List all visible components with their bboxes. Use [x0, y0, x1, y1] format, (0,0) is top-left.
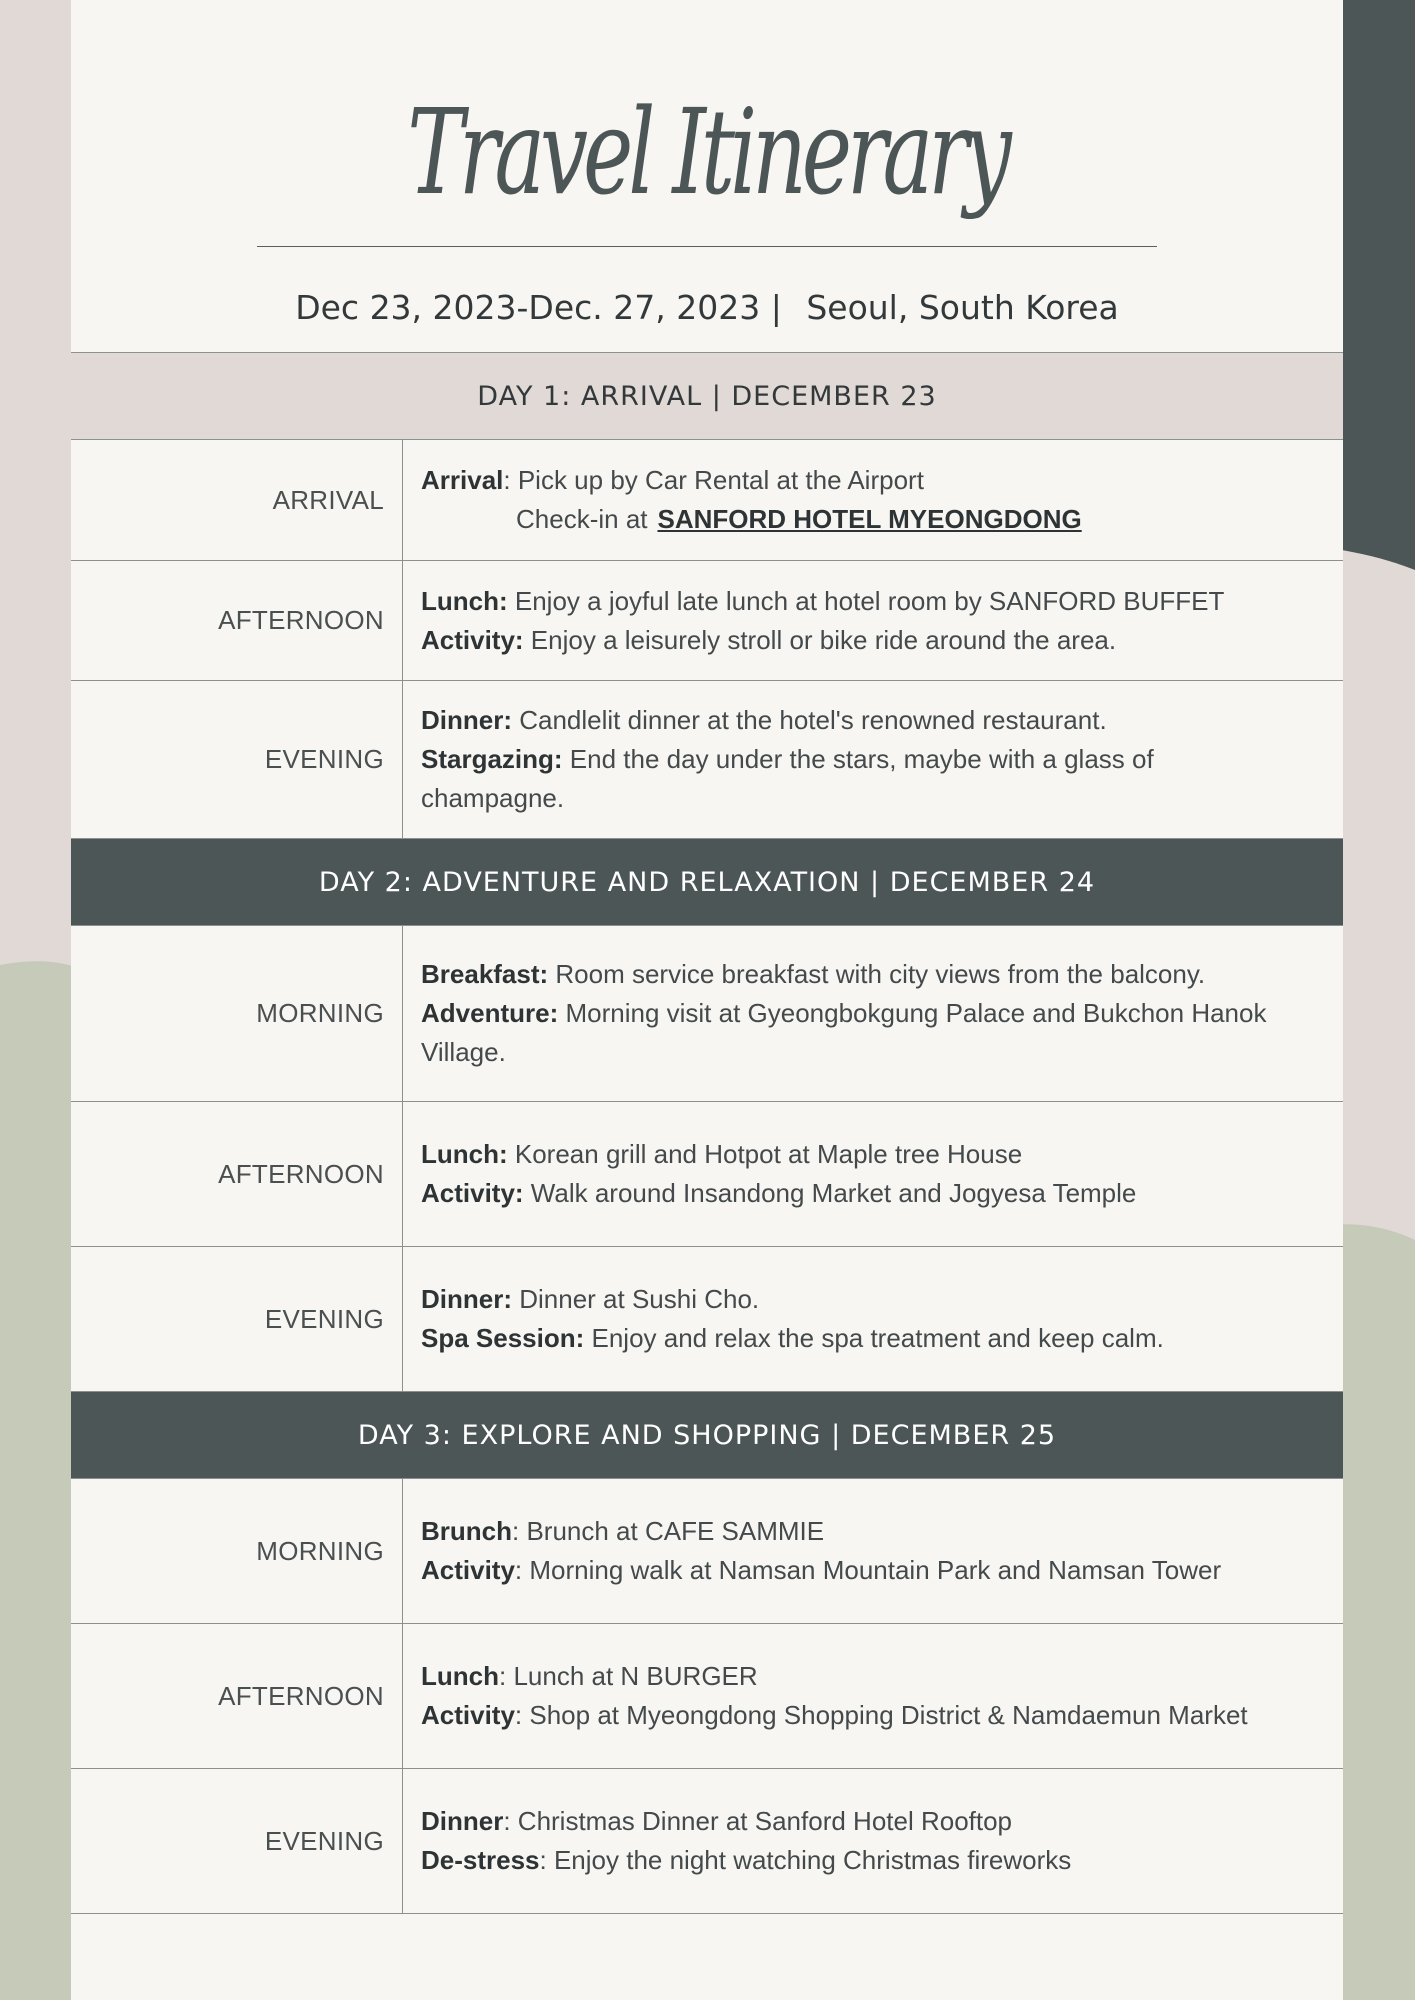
- activity-cell: [403, 1624, 1343, 1768]
- time-label: AFTERNOON: [71, 1102, 403, 1246]
- table-row: [71, 926, 1343, 1102]
- table-row: [71, 1769, 1343, 1914]
- activity-key: Lunch:: [421, 1139, 508, 1169]
- activity-key: Dinner: [421, 1806, 504, 1836]
- time-label: ARRIVAL: [71, 440, 403, 560]
- activity-cell: [403, 1479, 1343, 1623]
- trip-subtitle: [71, 284, 1343, 332]
- activity-cell: [403, 1247, 1343, 1391]
- activity-key: Activity:: [421, 1178, 524, 1208]
- activity-cell: [403, 561, 1343, 680]
- activity-key: Activity: [421, 1700, 515, 1730]
- table-row: [71, 440, 1343, 561]
- background-sage-left: [0, 961, 80, 2000]
- activity-cell: [403, 926, 1343, 1101]
- table-row: [71, 1102, 1343, 1247]
- day-2-header: DAY 2: ADVENTURE AND RELAXATION | DECEMBER 24: [71, 839, 1343, 926]
- table-row: [71, 681, 1343, 839]
- activity-key: Dinner:: [421, 1284, 512, 1314]
- activity-text: Room service breakfast with city views from the balcony.: [548, 959, 1206, 989]
- activity-key: Stargazing:: [421, 744, 563, 774]
- title-divider: [257, 246, 1157, 247]
- hotel-name: SANFORD HOTEL MYEONGDONG: [657, 504, 1082, 534]
- time-label: MORNING: [71, 926, 403, 1101]
- activity-text: Walk around Insandong Market and Jogyesa Temple: [523, 1178, 1137, 1208]
- activity-key: Activity:: [421, 624, 524, 655]
- trip-location: Seoul, South Korea: [806, 288, 1119, 327]
- activity-text: Enjoy a joyful late lunch at hotel room by SANFORD BUFFET: [507, 585, 1225, 616]
- activity-text: Enjoy and relax the spa treatment and keep calm.: [584, 1323, 1164, 1353]
- activity-cell: [403, 1769, 1343, 1913]
- activity-text: : Brunch at CAFE SAMMIE: [512, 1516, 825, 1546]
- activity-key: Breakfast:: [421, 959, 549, 989]
- activity-text: Morning visit at Gyeongbokgung Palace and Bukchon Hanok Village.: [421, 998, 1267, 1067]
- activity-key: De-stress: [421, 1845, 540, 1875]
- activity-text: : Morning walk at Namsan Mountain Park and Namsan Tower: [514, 1555, 1222, 1585]
- trip-dates: Dec 23, 2023-Dec. 27, 2023 |: [295, 288, 782, 327]
- activity-text: : Lunch at N BURGER: [499, 1661, 758, 1691]
- activity-key: Arrival: [421, 465, 504, 495]
- activity-key: Lunch:: [421, 585, 508, 616]
- activity-cell: [403, 440, 1343, 560]
- table-row: [71, 1624, 1343, 1769]
- time-label: AFTERNOON: [71, 1624, 403, 1768]
- table-row: [71, 1247, 1343, 1392]
- time-label: AFTERNOON: [71, 561, 403, 680]
- activity-text: End the day under the stars, maybe with a glass of champagne.: [421, 744, 1154, 813]
- activity-text: Korean grill and Hotpot at Maple tree House: [507, 1139, 1023, 1169]
- itinerary-table: [71, 352, 1343, 1914]
- activity-text: : Pick up by Car Rental at the Airport: [503, 465, 924, 495]
- table-row: [71, 561, 1343, 681]
- activity-text: Check-in at: [516, 504, 648, 534]
- activity-cell: [403, 681, 1343, 838]
- time-label: EVENING: [71, 681, 403, 838]
- page-title: Travel Itinerary: [407, 83, 1007, 221]
- activity-key: Brunch: [421, 1516, 512, 1546]
- table-row: [71, 1479, 1343, 1624]
- activity-text: : Enjoy the night watching Christmas fireworks: [539, 1845, 1072, 1875]
- activity-key: Lunch: [421, 1661, 499, 1691]
- itinerary-page: [71, 0, 1343, 2000]
- activity-cell: [403, 1102, 1343, 1246]
- activity-text: Candlelit dinner at the hotel's renowned restaurant.: [512, 705, 1107, 735]
- time-label: EVENING: [71, 1769, 403, 1913]
- time-label: MORNING: [71, 1479, 403, 1623]
- time-label: EVENING: [71, 1247, 403, 1391]
- activity-key: Adventure:: [421, 998, 559, 1028]
- day-3-header: DAY 3: EXPLORE AND SHOPPING | DECEMBER 25: [71, 1392, 1343, 1479]
- activity-key: Activity: [421, 1555, 515, 1585]
- activity-text: : Christmas Dinner at Sanford Hotel Rooftop: [503, 1806, 1013, 1836]
- activity-key: Dinner:: [421, 705, 512, 735]
- activity-key: Spa Session:: [421, 1323, 585, 1353]
- day-1-header: DAY 1: ARRIVAL | DECEMBER 23: [71, 353, 1343, 440]
- activity-text: Enjoy a leisurely stroll or bike ride around the area.: [523, 624, 1117, 655]
- activity-text: : Shop at Myeongdong Shopping District & Namdaemun Market: [514, 1700, 1248, 1730]
- activity-text: Dinner at Sushi Cho.: [512, 1284, 760, 1314]
